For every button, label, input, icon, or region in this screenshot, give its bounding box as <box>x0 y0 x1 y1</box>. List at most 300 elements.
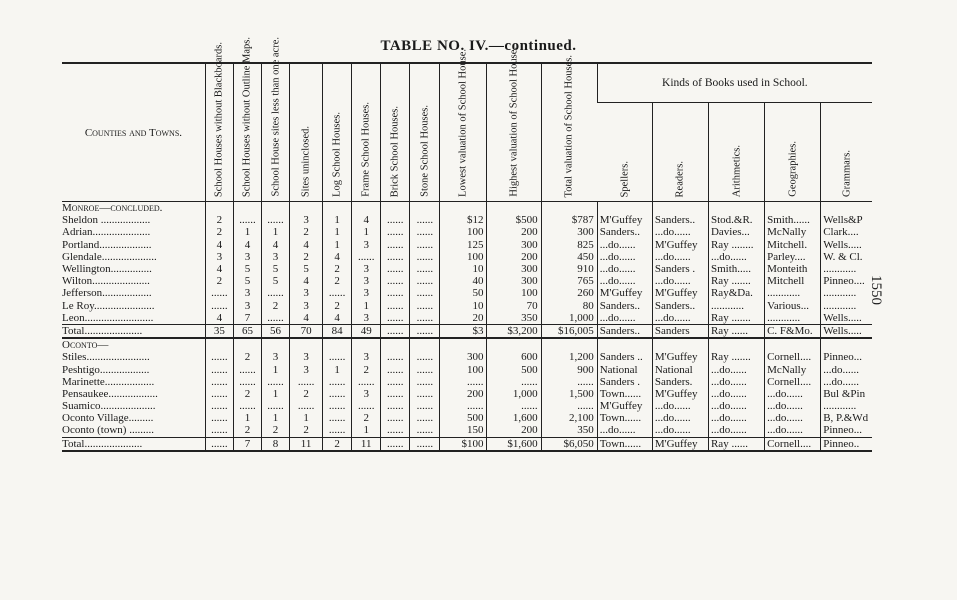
table-cell: M'Guffey <box>652 437 708 451</box>
empty-cell <box>652 202 708 215</box>
table-cell: ...... <box>205 351 233 363</box>
empty-cell <box>765 338 821 351</box>
table-cell: ...... <box>205 388 233 400</box>
table-cell: ...... <box>410 388 440 400</box>
table-cell: $3,200 <box>487 324 541 338</box>
town-name: Oconto Village......... <box>62 412 154 425</box>
col-header: Lowest valuation of School House. <box>440 63 487 202</box>
table-cell: Wells&P <box>821 214 872 226</box>
table-cell: Sanders.. <box>597 300 652 312</box>
table-cell: 450 <box>541 251 597 263</box>
table-cell: $100 <box>440 437 487 451</box>
table-cell: Ray ....... <box>708 351 764 363</box>
table-cell: ...do...... <box>765 424 821 437</box>
table-cell: 3 <box>352 312 381 325</box>
empty-cell <box>440 338 487 351</box>
table-cell: Ray&Da. <box>708 287 764 299</box>
empty-cell <box>290 338 323 351</box>
books-header: Readers. <box>652 103 708 202</box>
table-cell: National <box>597 363 652 375</box>
table-cell: ...... <box>381 312 410 325</box>
town-name: Marinette.................. <box>62 375 155 388</box>
table-cell: ...... <box>352 251 381 263</box>
table-cell: ...... <box>233 363 261 375</box>
empty-cell <box>708 338 764 351</box>
table-cell: ...... <box>381 363 410 375</box>
table-cell: Sanders . <box>597 376 652 388</box>
empty-cell <box>261 338 289 351</box>
table-cell: Ray ...... <box>708 324 764 338</box>
table-cell: 3 <box>290 363 323 375</box>
table-cell: Ray ........ <box>708 239 764 251</box>
table-cell: Mitchell. <box>765 239 821 251</box>
table-cell: ...... <box>233 214 261 226</box>
table-cell: ...do...... <box>652 251 708 263</box>
town-name: Suamico.................... <box>62 400 156 413</box>
empty-cell <box>261 202 289 215</box>
table-cell: ...do...... <box>708 363 764 375</box>
empty-cell <box>541 338 597 351</box>
table-row <box>62 214 872 226</box>
table-cell: ...... <box>381 388 410 400</box>
table-cell: 1,500 <box>541 388 597 400</box>
table-cell: 1 <box>323 226 352 238</box>
table-cell: 1 <box>352 226 381 238</box>
table-cell: 4 <box>205 263 233 275</box>
table-cell: ...... <box>410 412 440 424</box>
table-cell: ...... <box>381 214 410 226</box>
table-cell: ...... <box>381 412 410 424</box>
empty-cell <box>541 202 597 215</box>
table-cell: Sanders.. <box>652 300 708 312</box>
table-cell: 200 <box>487 424 541 437</box>
table-cell: ...... <box>261 287 289 299</box>
empty-cell <box>440 202 487 215</box>
table-cell: Smith..... <box>708 263 764 275</box>
table-row <box>62 424 872 437</box>
page-number: 1550 <box>868 275 884 305</box>
table-cell: 500 <box>487 363 541 375</box>
empty-cell <box>597 202 652 215</box>
empty-cell <box>352 338 381 351</box>
table-cell: 910 <box>541 263 597 275</box>
empty-cell <box>233 202 261 215</box>
table-cell: 2 <box>290 251 323 263</box>
table-cell: ...do...... <box>652 226 708 238</box>
books-header: Arithmetics. <box>708 103 764 202</box>
table-cell: Town...... <box>597 437 652 451</box>
table-cell: Sanders.. <box>652 214 708 226</box>
table-cell: 1,600 <box>487 412 541 424</box>
table-cell: National <box>652 363 708 375</box>
table-cell: 49 <box>352 324 381 338</box>
table-cell: ...... <box>323 424 352 437</box>
table-cell: 4 <box>323 312 352 325</box>
books-header: Geographies. <box>765 103 821 202</box>
table-cell: ...do...... <box>652 400 708 412</box>
table-cell: Ray ....... <box>708 312 764 325</box>
empty-cell <box>323 202 352 215</box>
empty-cell <box>821 202 872 215</box>
table-cell: 350 <box>487 312 541 325</box>
table-cell: ...do...... <box>765 388 821 400</box>
table-cell: 1,000 <box>541 312 597 325</box>
empty-cell <box>352 202 381 215</box>
table-row <box>62 239 872 251</box>
table-cell: McNally <box>765 226 821 238</box>
table-cell: ...... <box>410 400 440 412</box>
empty-cell <box>708 202 764 215</box>
table-cell: ...do...... <box>597 312 652 325</box>
table-cell: ...do...... <box>597 263 652 275</box>
table-cell: 1 <box>261 226 289 238</box>
table-cell: 4 <box>205 312 233 325</box>
table-cell: ...... <box>410 300 440 312</box>
table-cell: 3 <box>352 275 381 287</box>
table-cell: Town...... <box>597 412 652 424</box>
table-cell: Sanders .. <box>597 351 652 363</box>
table-cell: Smith...... <box>765 214 821 226</box>
table-cell: ...... <box>352 376 381 388</box>
table-cell: 5 <box>233 275 261 287</box>
table-cell: 4 <box>323 251 352 263</box>
table-cell: $787 <box>541 214 597 226</box>
table-cell: 4 <box>205 239 233 251</box>
county-name: Monroe—concluded. <box>62 202 205 215</box>
table-cell: Davies... <box>708 226 764 238</box>
table-cell: $16,005 <box>541 324 597 338</box>
table-cell: ...... <box>205 363 233 375</box>
table-cell: 7 <box>233 437 261 451</box>
table-cell: 2 <box>323 275 352 287</box>
table-cell: ...... <box>323 388 352 400</box>
empty-cell <box>410 338 440 351</box>
table-cell: ...do...... <box>708 424 764 437</box>
town-name: Wilton..................... <box>62 275 150 288</box>
empty-cell <box>652 338 708 351</box>
table-cell: ...... <box>440 400 487 412</box>
empty-cell <box>487 338 541 351</box>
table-cell: Cornell.... <box>765 351 821 363</box>
table-cell: ...... <box>233 400 261 412</box>
counties-header: Counties and Towns. <box>62 63 205 202</box>
table-cell: ...... <box>205 412 233 424</box>
table-cell: ............ <box>821 300 872 312</box>
table-cell: 300 <box>487 263 541 275</box>
town-name: Jefferson.................. <box>62 287 152 300</box>
table-cell: Parley.... <box>765 251 821 263</box>
table-cell: ...... <box>205 424 233 437</box>
empty-cell <box>410 202 440 215</box>
table-cell: 1 <box>261 388 289 400</box>
town-name: Pensaukee.................. <box>62 387 158 400</box>
table-cell: 2 <box>205 275 233 287</box>
table-cell: ...do...... <box>708 388 764 400</box>
table-cell: ...... <box>381 239 410 251</box>
table-cell: 40 <box>440 275 487 287</box>
table-cell: ...do...... <box>708 376 764 388</box>
table-cell: 8 <box>261 437 289 451</box>
table-cell: 56 <box>261 324 289 338</box>
table-cell: $3 <box>440 324 487 338</box>
table-cell: 1,200 <box>541 351 597 363</box>
table-row <box>62 400 872 412</box>
table-cell: ...... <box>381 437 410 451</box>
table-cell: 3 <box>352 263 381 275</box>
table-row <box>62 363 872 375</box>
table-cell: ...... <box>205 287 233 299</box>
table-cell: ...do...... <box>652 312 708 325</box>
table-cell: 100 <box>487 287 541 299</box>
empty-cell <box>323 338 352 351</box>
table-cell: 3 <box>233 251 261 263</box>
table-cell: Mitchell <box>765 275 821 287</box>
table-cell: ...... <box>410 251 440 263</box>
table-cell: ...... <box>323 351 352 363</box>
table-cell: 1 <box>233 226 261 238</box>
table-cell: 100 <box>440 251 487 263</box>
table-cell: 260 <box>541 287 597 299</box>
table-row <box>62 275 872 287</box>
table-cell: ...... <box>410 351 440 363</box>
table-cell: ...... <box>410 363 440 375</box>
table-cell: 2 <box>233 424 261 437</box>
table-cell: 2 <box>352 412 381 424</box>
table-cell: 3 <box>290 351 323 363</box>
table-cell: 2 <box>323 437 352 451</box>
table-cell: ...... <box>323 376 352 388</box>
table-cell: ...do...... <box>821 363 872 375</box>
table-cell: ...... <box>381 275 410 287</box>
table-cell: 3 <box>290 300 323 312</box>
table-cell: 4 <box>290 239 323 251</box>
table-cell: Sanders.. <box>597 226 652 238</box>
table-row <box>62 300 872 312</box>
table-cell: Stod.&R. <box>708 214 764 226</box>
county-row <box>62 202 872 215</box>
table-cell: 3 <box>290 214 323 226</box>
table-cell: W. & Cl. <box>821 251 872 263</box>
table-cell: ...... <box>290 400 323 412</box>
table-cell: 4 <box>290 275 323 287</box>
table-cell: ...do...... <box>821 376 872 388</box>
table-cell: 200 <box>487 226 541 238</box>
table-cell: Cornell.... <box>765 437 821 451</box>
table-cell: ...... <box>381 424 410 437</box>
table-cell: 50 <box>440 287 487 299</box>
table-cell: ...... <box>205 400 233 412</box>
table-cell: ...do...... <box>597 275 652 287</box>
table-cell: ...... <box>541 400 597 412</box>
table-cell: ...... <box>541 376 597 388</box>
table-cell: Cornell.... <box>765 376 821 388</box>
table-cell: ...... <box>410 263 440 275</box>
table-cell: 100 <box>440 363 487 375</box>
table-row <box>62 412 872 424</box>
table-cell: Sanders.. <box>597 324 652 338</box>
col-header: Frame School Houses. <box>352 63 381 202</box>
table-cell: 900 <box>541 363 597 375</box>
table-cell: 70 <box>290 324 323 338</box>
empty-cell <box>487 202 541 215</box>
table-cell: C. F&Mo. <box>765 324 821 338</box>
table-cell: ...... <box>290 376 323 388</box>
empty-cell <box>765 202 821 215</box>
town-name: Sheldon .................. <box>62 214 151 227</box>
table-cell: 3 <box>352 239 381 251</box>
table-cell: ............ <box>821 400 872 412</box>
empty-cell <box>821 338 872 351</box>
table-cell: ...do...... <box>597 424 652 437</box>
table-cell: Bul &Pin <box>821 388 872 400</box>
col-header: Log School Houses. <box>323 63 352 202</box>
col-header: School Houses without Outline Maps. <box>233 63 261 202</box>
table-cell: ...... <box>261 400 289 412</box>
table-cell: ...... <box>261 312 289 325</box>
empty-cell <box>381 202 410 215</box>
table-cell: ...... <box>205 300 233 312</box>
table-row <box>62 351 872 363</box>
total-row <box>62 324 872 338</box>
town-name: Wellington............... <box>62 263 152 276</box>
table-cell: 2 <box>323 300 352 312</box>
empty-cell <box>597 338 652 351</box>
table-cell: Pinneo.... <box>821 275 872 287</box>
table-cell: 2 <box>290 226 323 238</box>
table-cell: Ray ....... <box>708 275 764 287</box>
table-cell: ...... <box>381 324 410 338</box>
table-cell: ...... <box>410 275 440 287</box>
town-name: Peshtigo.................. <box>62 363 150 376</box>
table-cell: ...... <box>487 376 541 388</box>
table-cell: M'Guffey <box>597 287 652 299</box>
table-cell: ...... <box>410 376 440 388</box>
table-cell: Various... <box>765 300 821 312</box>
table-cell: ...... <box>205 437 233 451</box>
table-cell: ...... <box>323 400 352 412</box>
table-cell: M'Guffey <box>652 388 708 400</box>
books-header: Grammars. <box>821 103 872 202</box>
town-name: Total..................... <box>62 437 205 451</box>
town-name: Stiles....................... <box>62 351 150 364</box>
table-cell: 4 <box>290 312 323 325</box>
table-row <box>62 251 872 263</box>
table-cell: M'Guffey <box>652 239 708 251</box>
table-cell: 825 <box>541 239 597 251</box>
empty-cell <box>381 338 410 351</box>
table-cell: ...... <box>381 376 410 388</box>
table-cell: 35 <box>205 324 233 338</box>
page-title: TABLE NO. IV.—continued. <box>380 38 577 54</box>
table-cell: ...... <box>205 376 233 388</box>
table-cell: ...... <box>381 300 410 312</box>
table-cell: 2,100 <box>541 412 597 424</box>
table-cell: 5 <box>261 263 289 275</box>
table-cell: ...... <box>381 400 410 412</box>
table-cell: 2 <box>205 214 233 226</box>
table-cell: M'Guffey <box>597 214 652 226</box>
town-name: Leon......................... <box>62 311 154 324</box>
table-cell: 1 <box>352 424 381 437</box>
table-cell: 300 <box>440 351 487 363</box>
town-name: Adrian..................... <box>62 226 151 239</box>
books-header: Spellers. <box>619 160 631 197</box>
table-cell: ...... <box>410 226 440 238</box>
table-cell: 2 <box>261 300 289 312</box>
table-cell: Ray ...... <box>708 437 764 451</box>
table-cell: 1 <box>261 363 289 375</box>
table-cell: 1 <box>290 412 323 424</box>
county-row <box>62 338 872 351</box>
table-cell: ...... <box>487 400 541 412</box>
table-cell: ...... <box>381 287 410 299</box>
table-cell: ...do...... <box>708 412 764 424</box>
table-cell: Clark.... <box>821 226 872 238</box>
table-cell: 1 <box>352 300 381 312</box>
table-cell: McNally <box>765 363 821 375</box>
table-cell: 1 <box>323 363 352 375</box>
table-cell: 1 <box>233 412 261 424</box>
table-cell: ...do...... <box>597 251 652 263</box>
table-cell: ...... <box>440 376 487 388</box>
table-cell: 2 <box>290 388 323 400</box>
col-header: Sites uninclosed. <box>290 63 323 202</box>
table-cell: 3 <box>233 300 261 312</box>
table-cell: Wells..... <box>821 239 872 251</box>
table-cell: 4 <box>233 239 261 251</box>
table-cell: ...do...... <box>652 424 708 437</box>
table-cell: 5 <box>261 275 289 287</box>
table-cell: 10 <box>440 263 487 275</box>
empty-cell <box>205 202 233 215</box>
table-cell: $12 <box>440 214 487 226</box>
table-cell: Pinneo... <box>821 424 872 437</box>
table-cell: Monteith <box>765 263 821 275</box>
table-cell: 1,000 <box>487 388 541 400</box>
town-name: Le Roy...................... <box>62 299 155 312</box>
table-row <box>62 287 872 299</box>
town-name: Oconto (town) ......... <box>62 424 154 437</box>
table-cell: 300 <box>487 239 541 251</box>
table-cell: ............ <box>708 300 764 312</box>
table-cell: 20 <box>440 312 487 325</box>
table-cell: ...... <box>352 400 381 412</box>
table-cell: 600 <box>487 351 541 363</box>
empty-cell <box>290 202 323 215</box>
town-name: Glendale.................... <box>62 250 157 263</box>
table-cell: 1 <box>323 214 352 226</box>
table-cell: 2 <box>233 388 261 400</box>
table-cell: ...do...... <box>708 251 764 263</box>
table-cell: ............ <box>821 287 872 299</box>
table-cell: 7 <box>233 312 261 325</box>
table-cell: ...do...... <box>765 412 821 424</box>
table-cell: 10 <box>440 300 487 312</box>
empty-cell <box>233 338 261 351</box>
table-cell: 65 <box>233 324 261 338</box>
town-name: Portland................... <box>62 238 152 251</box>
table-cell: 100 <box>440 226 487 238</box>
table-cell: 200 <box>440 388 487 400</box>
col-header: Stone School Houses. <box>410 63 440 202</box>
table-cell: 765 <box>541 275 597 287</box>
table-row <box>62 388 872 400</box>
table-cell: $500 <box>487 214 541 226</box>
table-cell: ...... <box>410 287 440 299</box>
table-cell: 3 <box>205 251 233 263</box>
table-cell: ...... <box>410 324 440 338</box>
table-cell: ...... <box>381 226 410 238</box>
